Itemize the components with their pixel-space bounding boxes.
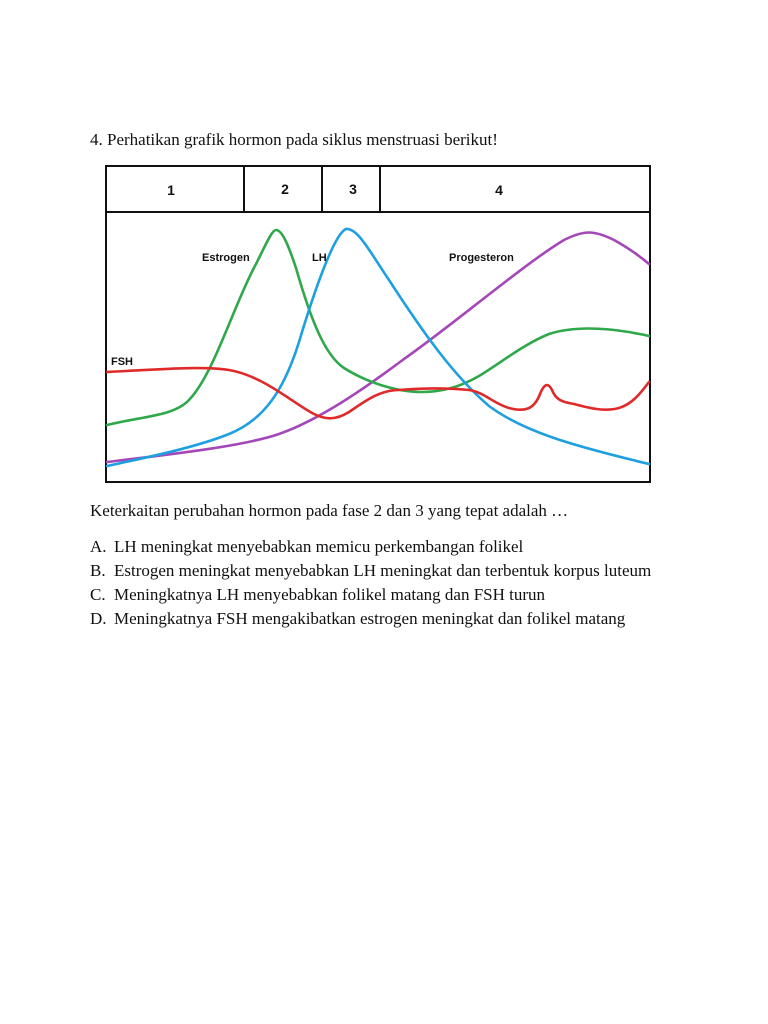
phase-label-3: 3 bbox=[349, 181, 357, 197]
option-c[interactable] bbox=[90, 583, 651, 607]
option-letter: D. bbox=[90, 609, 107, 628]
progesteron-label: Progesteron bbox=[449, 252, 514, 264]
hormone-cycle-figure bbox=[104, 164, 652, 484]
option-letter: C. bbox=[90, 585, 106, 604]
phase-label-2: 2 bbox=[281, 181, 289, 197]
question-prompt: Keterkaitan perubahan hormon pada fase 2 dan 3 yang tepat adalah … bbox=[90, 501, 569, 520]
graph-frame bbox=[106, 166, 650, 482]
option-b[interactable] bbox=[90, 559, 651, 583]
hormone-graph bbox=[104, 164, 652, 484]
option-d[interactable] bbox=[90, 607, 651, 631]
fsh-label: FSH bbox=[111, 356, 133, 368]
option-text: Meningkatnya FSH mengakibatkan estrogen meningkat dan folikel matang bbox=[114, 609, 626, 628]
option-a[interactable] bbox=[90, 535, 651, 559]
option-letter: A. bbox=[90, 537, 107, 556]
phase-label-4: 4 bbox=[495, 182, 503, 198]
option-letter: B. bbox=[90, 561, 106, 580]
answer-options bbox=[90, 535, 651, 631]
phase-label-1: 1 bbox=[167, 182, 175, 198]
lh-label: LH bbox=[312, 252, 327, 264]
question-title: 4. Perhatikan grafik hormon pada siklus menstruasi berikut! bbox=[90, 130, 498, 149]
option-text: LH meningkat menyebabkan memicu perkembangan folikel bbox=[114, 537, 524, 556]
option-text: Meningkatnya LH menyebabkan folikel matang dan FSH turun bbox=[114, 585, 546, 604]
estrogen-label: Estrogen bbox=[202, 252, 250, 264]
option-text: Estrogen meningkat menyebabkan LH meningkat dan terbentuk korpus luteum bbox=[114, 561, 652, 580]
